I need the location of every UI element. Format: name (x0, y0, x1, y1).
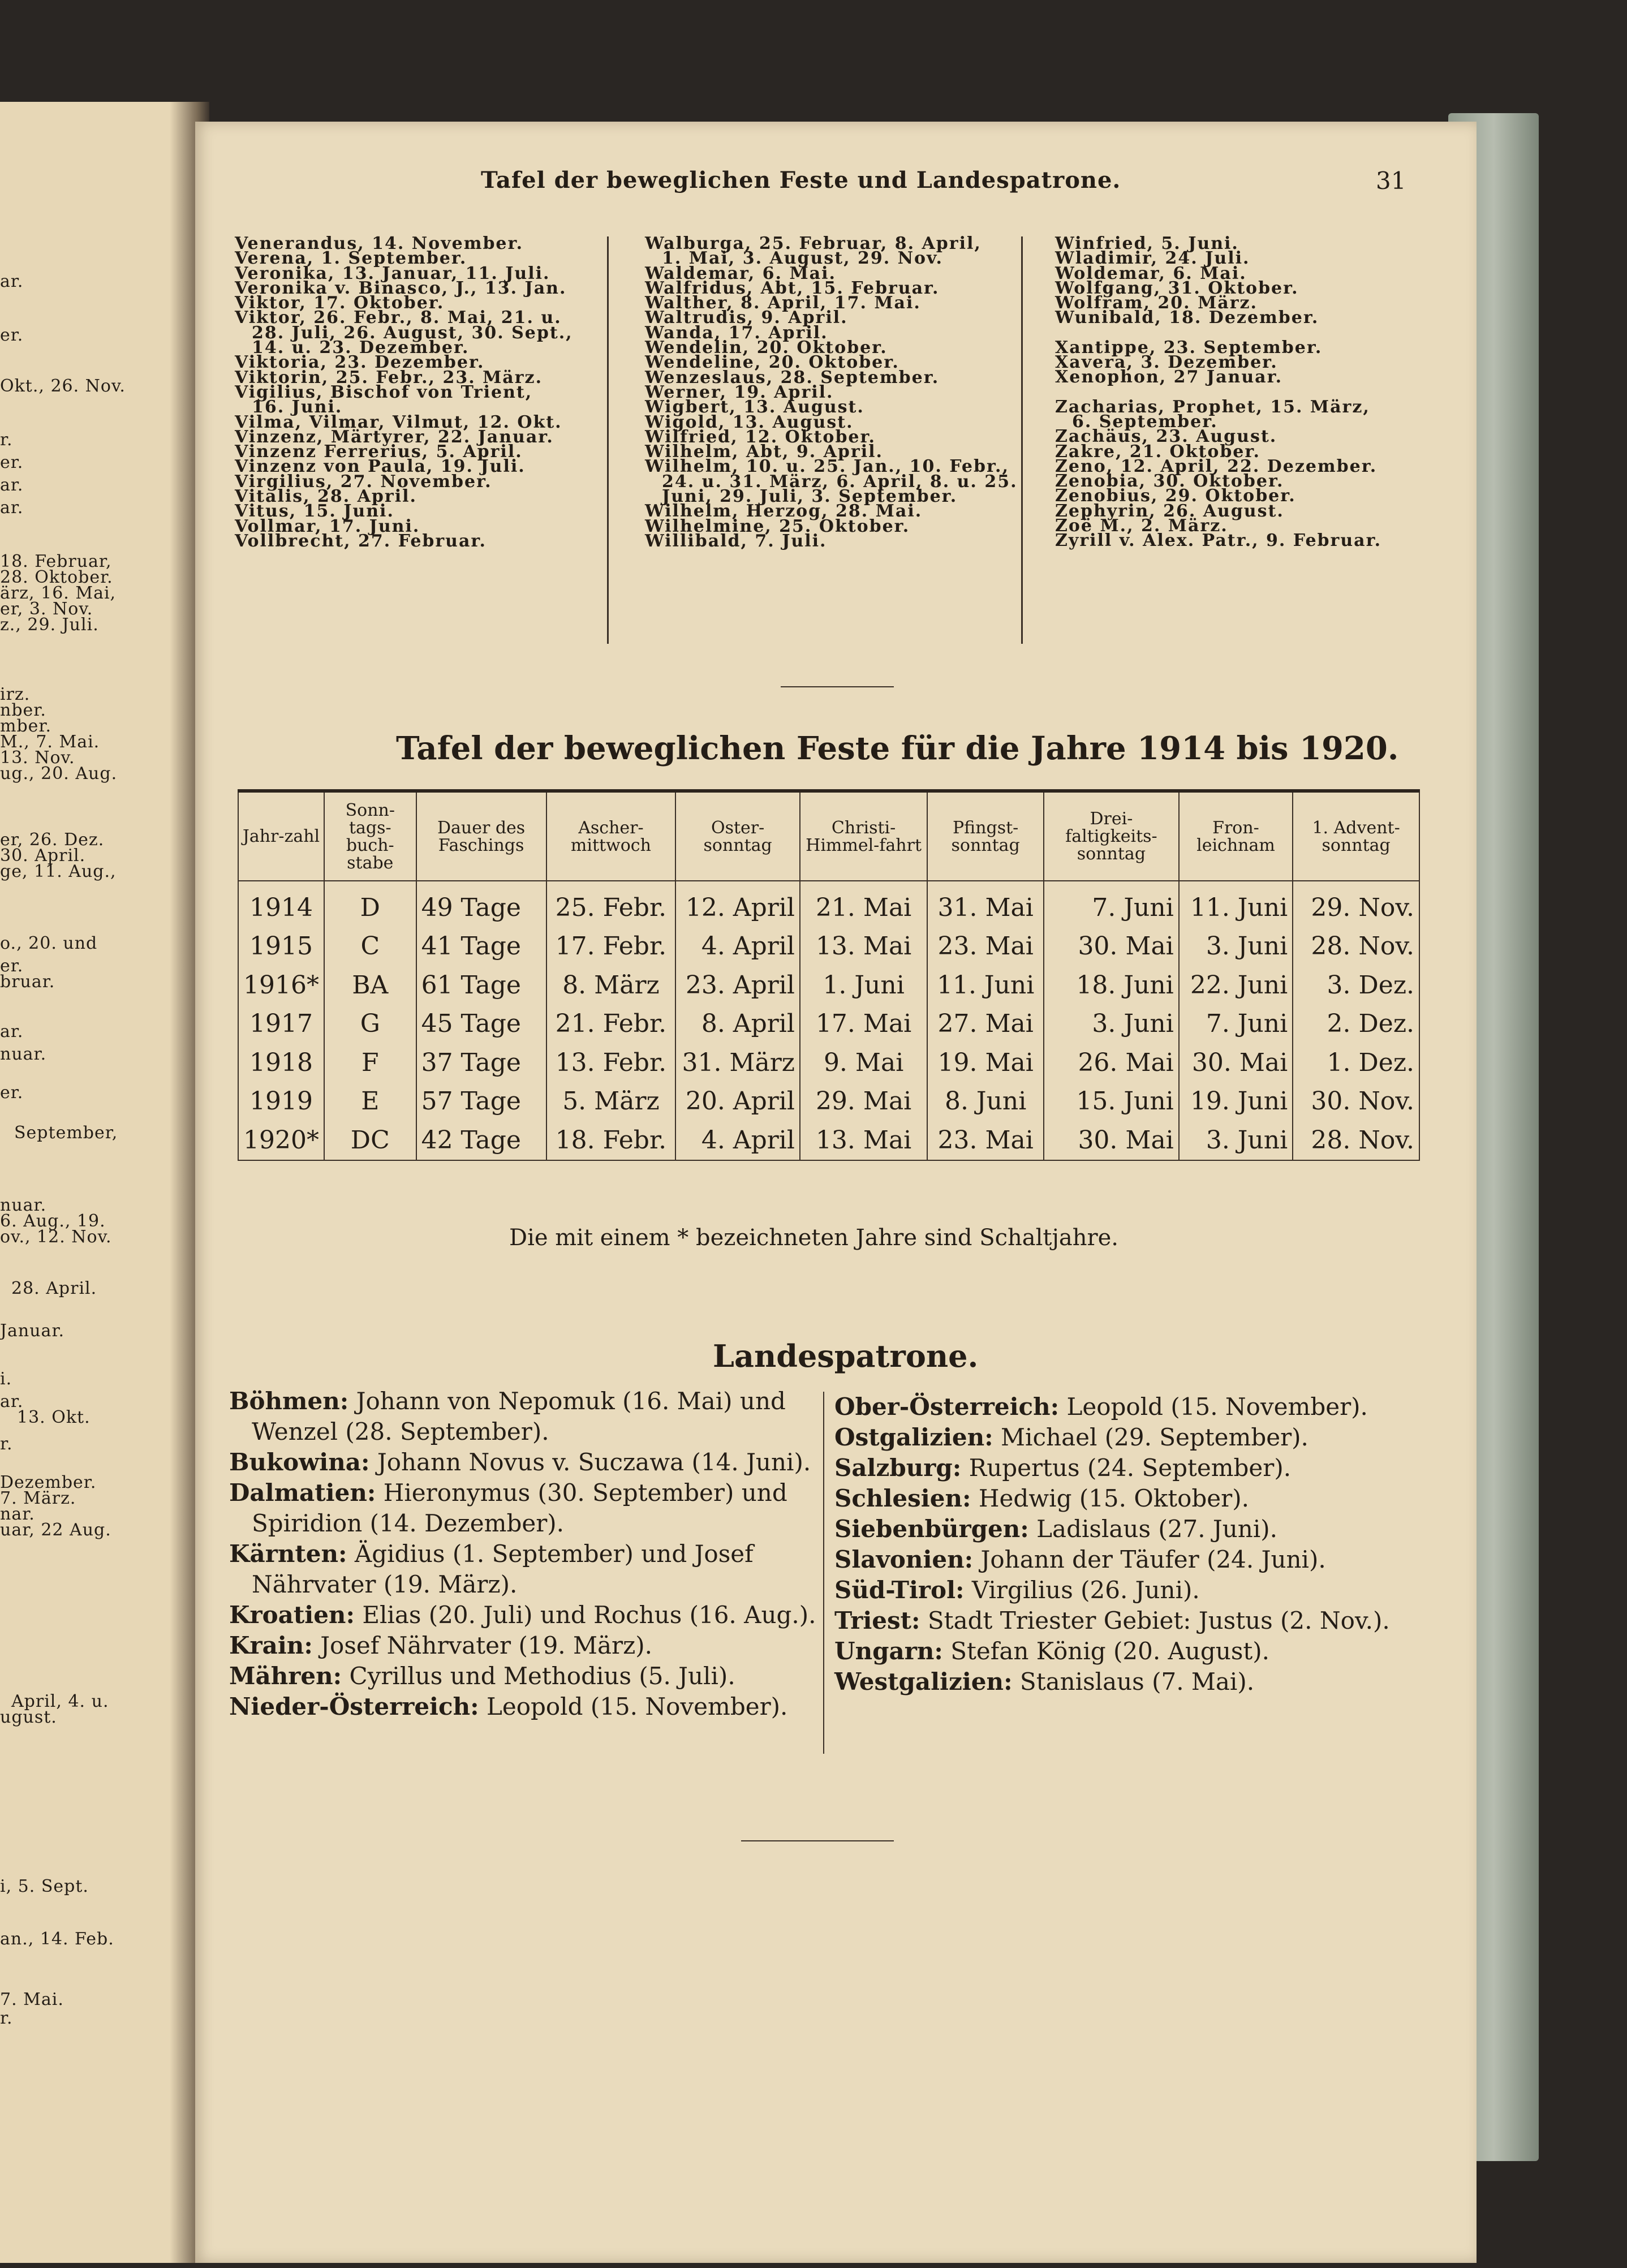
patron-land: Slavonien: (834, 1546, 974, 1573)
patron-land: Nieder-Österreich: (229, 1693, 479, 1720)
table-row (238, 1043, 1419, 1082)
left-page-fragment: 28. Oktober. (0, 567, 113, 587)
patron-land: Ober-Österreich: (834, 1393, 1060, 1421)
leap-year-note: Die mit einem * bezeichneten Jahre sind Schaltjahre. (509, 1225, 1119, 1251)
table-cell: 15. Juni (1044, 1082, 1179, 1121)
patron-land: Salzburg: (834, 1454, 962, 1482)
table-cell: F (324, 1043, 416, 1082)
saints-column-1 (235, 236, 573, 549)
patron-entry (834, 1667, 1390, 1697)
saint-entry: 1. Mai, 3. August, 29. Nov. (662, 248, 943, 269)
saint-entry: Walburga, 25. Februar, 8. April, (645, 234, 982, 253)
table-cell: 4. April (675, 1121, 800, 1160)
saint-entry: Viktorin, 25. Febr., 23. März. (235, 367, 543, 388)
left-page-fragment: 30. April. (0, 846, 86, 866)
table-cell: 8. Juni (927, 1082, 1044, 1121)
table-cell: 30. Nov. (1293, 1082, 1419, 1121)
table-cell: DC (324, 1121, 416, 1160)
saint-entry: Walther, 8. April, 17. Mai. (645, 293, 921, 313)
column-header: Drei-faltigkeits-sonntag (1044, 791, 1179, 881)
left-page-fragment: nuar. (0, 1044, 47, 1064)
table-cell: 29. Nov. (1293, 881, 1419, 927)
saint-entry: Wilfried, 12. Oktober. (645, 427, 876, 447)
table-cell: 1916* (238, 966, 324, 1005)
patron-saints: Ägidius (1. September) und Josef (347, 1540, 754, 1568)
table-cell: 9. Mai (800, 1043, 927, 1082)
table-cell: 26. Mai (1044, 1043, 1179, 1082)
patron-saints: Hieronymus (30. September) und (376, 1479, 787, 1507)
saint-entry: Xavera, 3. Dezember. (1055, 352, 1278, 373)
patron-saints: Stadt Triester Gebiet: Justus (2. Nov.). (920, 1607, 1390, 1634)
left-page-fragment: nuar. (0, 1195, 47, 1215)
patron-continuation: Nährvater (19. März). (252, 1570, 518, 1598)
saint-entry: Waltrudis, 9. April. (645, 308, 848, 328)
patron-entry (834, 1544, 1390, 1575)
saint-entry: Vollmar, 17. Juni. (235, 516, 420, 536)
saint-entry: Wolfgang, 31. Oktober. (1055, 278, 1299, 298)
table-cell: 7. Juni (1179, 1005, 1293, 1044)
patron-saints: Stefan König (20. August). (942, 1637, 1270, 1665)
table-cell: 1920* (238, 1121, 324, 1160)
table-cell: 17. Febr. (546, 927, 676, 966)
saint-entry: 16. Juni. (252, 397, 343, 418)
patron-entry (834, 1636, 1390, 1667)
patron-saints: Ladislaus (27. Juni). (1028, 1515, 1278, 1543)
patron-entry (834, 1514, 1390, 1544)
saint-entry: Vilma, Vilmar, Vilmut, 12. Okt. (235, 412, 562, 432)
left-page-fragment: ov., 12. Nov. (0, 1227, 112, 1247)
patron-entry (229, 1600, 816, 1630)
column-rule (1021, 236, 1023, 644)
patron-land: Bukowina: (229, 1448, 370, 1476)
left-page-fragment: ar. (0, 498, 24, 518)
saint-entry: Waldemar, 6. Mai. (645, 263, 836, 283)
saint-entry: Wenzeslaus, 28. September. (645, 367, 940, 388)
patron-saints: Johann der Täufer (24. Juni). (973, 1546, 1326, 1573)
saint-entry: Wolfram, 20. März. (1055, 293, 1258, 313)
table-cell: BA (324, 966, 416, 1005)
left-page-fragment: er, 26. Dez. (0, 830, 105, 850)
saint-entry: Viktoria, 23. Dezember. (235, 352, 485, 373)
table-cell: E (324, 1082, 416, 1121)
left-page-fragment: 13. Okt. (17, 1408, 91, 1427)
saint-entry: Juni, 29. Juli, 3. September. (662, 487, 958, 507)
left-page-fragment: er. (0, 956, 24, 976)
column-header: Oster-sonntag (675, 791, 800, 881)
table-cell: 20. April (675, 1082, 800, 1121)
saint-entry: Wladimir, 24. Juli. (1055, 248, 1250, 269)
table-row (238, 1121, 1419, 1160)
end-rule (741, 1840, 894, 1841)
table-cell: 1915 (238, 927, 324, 966)
table-cell: 30. Mai (1179, 1043, 1293, 1082)
column-header: Pfingst-sonntag (927, 791, 1044, 881)
table-cell: 29. Mai (800, 1082, 927, 1121)
table-cell: 18. Febr. (546, 1121, 676, 1160)
table-cell: 19. Juni (1179, 1082, 1293, 1121)
left-page-fragment: ge, 11. Aug., (0, 862, 117, 881)
patron-land: Triest: (834, 1607, 920, 1634)
saint-entry: Wilhelm, Abt, 9. April. (645, 442, 883, 462)
table-cell: 23. April (675, 966, 800, 1005)
column-header: Fron-leichnam (1179, 791, 1293, 881)
column-header: Christi-Himmel-fahrt (800, 791, 927, 881)
patron-entry (229, 1661, 816, 1692)
column-rule (607, 236, 609, 644)
table-cell: 21. Mai (800, 881, 927, 927)
patron-saints: Leopold (15. November). (1059, 1393, 1368, 1421)
left-page-fragment: r. (0, 1434, 13, 1454)
table-cell: 49 Tage (416, 881, 546, 927)
table-cell: 8. März (546, 966, 676, 1005)
saint-entry: Verena, 1. September. (235, 248, 467, 269)
table-cell: 37 Tage (416, 1043, 546, 1082)
saint-entry: Vinzenz von Paula, 19. Juli. (235, 457, 526, 477)
table-row (238, 1005, 1419, 1044)
table-cell: 4. April (675, 927, 800, 966)
saint-entry: Xenophon, 27 Januar. (1055, 367, 1283, 388)
table-cell: 13. Mai (800, 1121, 927, 1160)
patron-entry (229, 1478, 816, 1508)
patron-continuation: Wenzel (28. September). (252, 1418, 549, 1445)
table-cell: 11. Juni (1179, 881, 1293, 927)
left-page-fragment: M., 7. Mai. (0, 732, 100, 752)
table-cell: 21. Febr. (546, 1005, 676, 1044)
patrons-left-column (229, 1386, 816, 1722)
saint-entry: Zenobia, 30. Oktober. (1055, 471, 1284, 492)
column-header: Sonn-tags-buch-stabe (324, 791, 416, 881)
saint-entry: Vitalis, 28. April. (235, 487, 417, 507)
column-header: Ascher-mittwoch (546, 791, 676, 881)
left-page-fragment: i. (0, 1369, 12, 1389)
patrons-title: Landespatrone. (713, 1338, 979, 1374)
column-header: Dauer des Faschings (416, 791, 546, 881)
saint-entry: Walfridus, Abt, 15. Februar. (645, 278, 940, 298)
left-page-fragment: r. (0, 430, 13, 450)
table-cell: 57 Tage (416, 1082, 546, 1121)
table-row (238, 966, 1419, 1005)
patron-entry (834, 1453, 1390, 1483)
patron-land: Schlesien: (834, 1484, 971, 1512)
saint-entry: Winfried, 5. Juni. (1055, 234, 1239, 253)
saint-entry: 28. Juli, 26. August, 30. Sept., (252, 322, 573, 343)
saint-entry: Wunibald, 18. Dezember. (1055, 308, 1319, 328)
left-page-fragment: 28. April. (11, 1279, 97, 1298)
left-page-fragment: ar. (0, 1392, 24, 1411)
table-row (238, 1082, 1419, 1121)
saint-entry: Vigilius, Bischof von Trient, (235, 382, 533, 402)
movable-feasts-table (238, 789, 1420, 1161)
left-page-fragment: ugust. (0, 1707, 57, 1727)
patron-entry (229, 1630, 816, 1661)
saint-entry: Xantippe, 23. September. (1055, 337, 1323, 358)
saint-entry: Woldemar, 6. Mai. (1055, 263, 1247, 283)
saint-entry: Virgilius, 27. November. (235, 471, 492, 492)
patron-land: Ungarn: (834, 1637, 943, 1665)
table-title: Tafel der beweglichen Feste für die Jahre 1914 bis 1920. (396, 730, 1399, 767)
column-header: Jahr-zahl (238, 791, 324, 881)
table-cell: 1918 (238, 1043, 324, 1082)
left-page-fragment: April, 4. u. (11, 1692, 109, 1711)
saint-entry: Vinzenz, Märtyrer, 22. Januar. (235, 427, 554, 447)
saint-entry: Vitus, 15. Juni. (235, 501, 394, 522)
patron-saints: Hedwig (15. Oktober). (971, 1484, 1249, 1512)
table-cell: 45 Tage (416, 1005, 546, 1044)
left-page-fragment: ar. (0, 1022, 24, 1042)
saint-entry: Werner, 19. April. (645, 382, 834, 402)
table-cell: 61 Tage (416, 966, 546, 1005)
left-page-fragment: ar. (0, 272, 24, 291)
table-cell: 8. April (675, 1005, 800, 1044)
table-cell: 19. Mai (927, 1043, 1044, 1082)
table-cell: 23. Mai (927, 1121, 1044, 1160)
patron-saints: Cyrillus und Methodius (5. Juli). (342, 1662, 735, 1690)
left-page-fragment: 6. Aug., 19. (0, 1211, 106, 1231)
left-page-fragment: nber. (0, 700, 46, 720)
saint-entry: Veronika, 13. Januar, 11. Juli. (235, 263, 550, 283)
table-cell: 1919 (238, 1082, 324, 1121)
table-cell: 7. Juni (1044, 881, 1179, 927)
table-cell: 3. Juni (1179, 927, 1293, 966)
table-cell: 41 Tage (416, 927, 546, 966)
table-cell: 31. März (675, 1043, 800, 1082)
table-cell: 18. Juni (1044, 966, 1179, 1005)
table-header-row (238, 791, 1419, 881)
left-page-fragment: o., 20. und (0, 933, 98, 953)
table-cell: 3. Dez. (1293, 966, 1419, 1005)
left-page-fragment: 7. März. (0, 1488, 76, 1508)
left-page-fragment: 7. Mai. (0, 1990, 64, 2009)
patron-continuation: Spiridion (14. Dezember). (252, 1509, 565, 1537)
table-cell: 1917 (238, 1005, 324, 1044)
left-page-fragment: Januar. (0, 1321, 65, 1341)
table-cell: D (324, 881, 416, 927)
left-page-fragment: uar, 22 Aug. (0, 1520, 111, 1540)
patron-saints: Leopold (15. November). (479, 1693, 788, 1720)
column-rule (823, 1392, 824, 1754)
patron-land: Dalmatien: (229, 1479, 376, 1507)
table-cell: 13. Mai (800, 927, 927, 966)
saint-entry: Wigold, 13. August. (645, 412, 854, 432)
left-page-fragment: ar. (0, 475, 24, 495)
saint-entry: Zeno, 12. April, 22. Dezember. (1055, 456, 1378, 476)
patron-land: Ostgalizien: (834, 1423, 993, 1451)
patron-saints: Johann von Nepomuk (16. Mai) und (348, 1387, 786, 1415)
left-page-fragment: z., 29. Juli. (0, 615, 99, 635)
table-row (238, 881, 1419, 927)
left-page-fragment: 18. Februar, (0, 552, 112, 571)
table-cell: 27. Mai (927, 1005, 1044, 1044)
left-page-fragment: September, (14, 1123, 118, 1143)
left-page-fragment: r. (0, 2008, 13, 2028)
saints-column-3 (1055, 236, 1381, 549)
saint-entry: Zakre, 21. Oktober. (1055, 441, 1260, 462)
left-page-fragment: er. (0, 453, 24, 472)
table-cell: 12. April (675, 881, 800, 927)
left-page-fragment: nar. (0, 1504, 35, 1524)
patron-land: Siebenbürgen: (834, 1515, 1029, 1543)
patron-entry (834, 1483, 1390, 1514)
patron-land: Mähren: (229, 1662, 342, 1690)
table-cell: G (324, 1005, 416, 1044)
patron-land: Böhmen: (229, 1387, 349, 1415)
patron-entry (834, 1422, 1390, 1453)
table-cell: 3. Juni (1044, 1005, 1179, 1044)
saint-entry: Wendeline, 20. Oktober. (645, 352, 899, 373)
table-cell: 5. März (546, 1082, 676, 1121)
patron-entry (229, 1386, 816, 1417)
patron-land: Westgalizien: (834, 1668, 1013, 1695)
left-page-fragment: er. (0, 1083, 24, 1103)
saint-entry: Wilhelm, Herzog, 28. Mai. (645, 501, 923, 522)
saint-entry: Viktor, 26. Febr., 8. Mai, 21. u. (235, 308, 562, 328)
left-page-fragment: Okt., 26. Nov. (0, 376, 126, 396)
table-cell: 3. Juni (1179, 1121, 1293, 1160)
left-page-fragment: irz. (0, 685, 31, 704)
left-page-fragment: ärz, 16. Mai, (0, 583, 117, 603)
saint-entry: Wigbert, 13. August. (645, 397, 864, 418)
table-cell: 23. Mai (927, 927, 1044, 966)
saint-entry: 6. September. (1072, 411, 1218, 432)
table-cell: 30. Mai (1044, 1121, 1179, 1160)
patron-land: Krain: (229, 1632, 313, 1659)
saint-entry: Zenobius, 29. Oktober. (1055, 486, 1296, 506)
saint-entry: Viktor, 17. Oktober. (235, 293, 445, 313)
saint-entry: Zyrill v. Alex. Patr., 9. Februar. (1055, 531, 1382, 551)
patron-saints: Johann Novus v. Suczawa (14. Juni). (369, 1448, 811, 1476)
saint-entry: 24. u. 31. März, 6. April, 8. u. 25. (662, 471, 1018, 492)
left-page-fragment: 13. Nov. (0, 748, 75, 768)
saint-entry: Wilhelmine, 25. Oktober. (645, 516, 910, 536)
saint-entry: Wanda, 17. April. (645, 322, 828, 343)
saints-column-2 (645, 236, 1018, 549)
patron-saints: Virgilius (26. Juni). (964, 1576, 1200, 1604)
patron-land: Kroatien: (229, 1601, 355, 1629)
table-cell: 13. Febr. (546, 1043, 676, 1082)
running-title: Tafel der beweglichen Feste und Landespatrone. (481, 167, 1121, 193)
patron-land: Süd-Tirol: (834, 1576, 965, 1604)
saint-entry: 14. u. 23. Dezember. (252, 338, 470, 358)
table-cell: 28. Nov. (1293, 927, 1419, 966)
patron-entry (229, 1447, 816, 1478)
table-cell: 1. Dez. (1293, 1043, 1419, 1082)
section-divider (781, 686, 894, 687)
saint-entry: Zacharias, Prophet, 15. März, (1055, 397, 1370, 417)
patron-saints: Stanislaus (7. Mai). (1012, 1668, 1255, 1695)
left-page-fragment: er. (0, 325, 24, 345)
saint-entry: Zoë M., 2. März. (1055, 516, 1228, 536)
saint-entry: Venerandus, 14. November. (235, 234, 524, 253)
column-header: 1. Advent-sonntag (1293, 791, 1419, 881)
left-page-fragment: i, 5. Sept. (0, 1877, 89, 1896)
saint-entry: Wilhelm, 10. u. 25. Jan., 10. Febr., (645, 457, 1009, 477)
table-cell: 1. Juni (800, 966, 927, 1005)
saint-entry: Zephyrin, 26. August. (1055, 501, 1284, 521)
table-row (238, 927, 1419, 966)
patron-entry (834, 1575, 1390, 1606)
table-cell: 42 Tage (416, 1121, 546, 1160)
saint-entry: Vollbrecht, 27. Februar. (235, 531, 487, 551)
left-page-fragment: Dezember. (0, 1473, 97, 1492)
patron-saints: Rupertus (24. September). (961, 1454, 1292, 1482)
table-cell: C (324, 927, 416, 966)
table-cell: 2. Dez. (1293, 1005, 1419, 1044)
patron-entry (229, 1539, 816, 1569)
table-cell: 30. Mai (1044, 927, 1179, 966)
left-page-fragment: bruar. (0, 972, 55, 992)
page-number: 31 (1376, 167, 1406, 195)
left-page-fragment: an., 14. Feb. (0, 1929, 114, 1949)
left-page-fragment: ug., 20. Aug. (0, 764, 118, 784)
table-cell: 28. Nov. (1293, 1121, 1419, 1160)
saint-entry: Zachäus, 23. August. (1055, 427, 1277, 447)
saint-entry: Veronika v. Binasco, J., 13. Jan. (235, 278, 567, 298)
saint-entry: Wendelin, 20. Oktober. (645, 338, 888, 358)
left-page-fragment: mber. (0, 716, 51, 736)
table-cell: 17. Mai (800, 1005, 927, 1044)
patron-saints: Josef Nährvater (19. März). (312, 1632, 652, 1659)
table-cell: 25. Febr. (546, 881, 676, 927)
patron-saints: Elias (20. Juli) und Rochus (16. Aug.). (354, 1601, 816, 1629)
table-cell: 31. Mai (927, 881, 1044, 927)
patron-land: Kärnten: (229, 1540, 347, 1568)
patrons-right-column (834, 1392, 1390, 1697)
patron-entry (229, 1692, 816, 1722)
saint-entry: Willibald, 7. Juli. (645, 531, 827, 551)
saint-entry: Vinzenz Ferrerius, 5. April. (235, 442, 523, 462)
patron-entry (834, 1606, 1390, 1636)
left-page-fragment: er, 3. Nov. (0, 599, 93, 619)
table-cell: 22. Juni (1179, 966, 1293, 1005)
table-cell: 11. Juni (927, 966, 1044, 1005)
patron-saints: Michael (29. September). (993, 1423, 1309, 1451)
patron-entry (834, 1392, 1390, 1422)
table-cell: 1914 (238, 881, 324, 927)
